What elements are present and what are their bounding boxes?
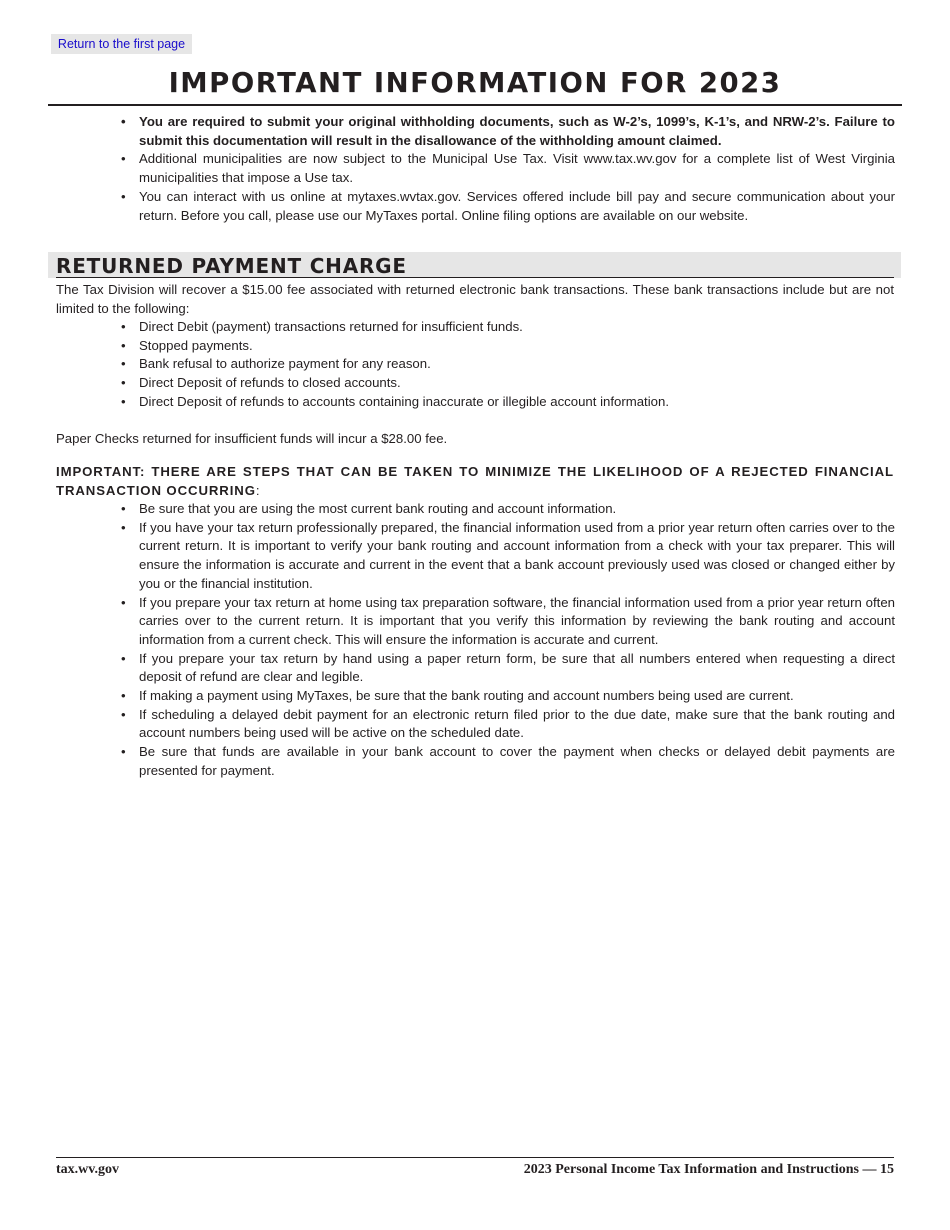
section-divider [56,277,894,278]
list-item: • If scheduling a delayed debit payment for an electronic return filed prior to the due date, make sure that the bank routing and account numbers being used will be active on the scheduled date. [121,706,895,743]
important-info-list [121,113,895,225]
list-item: • If you prepare your tax return at home using tax preparation software, the financial information used from a prior year return often carries over to the current return. It is important that you verify this information by reviewing the bank routing and account information from a current check. This will ensure the information is accurate and current. [121,594,895,650]
list-item: • You are required to submit your original withholding documents, such as W-2’s, 1099’s, K-1’s, and NRW-2’s. Failure to submit this documentation will result in the disallowance of the withholding amount claimed. [121,113,895,150]
list-item: • Be sure that funds are available in your bank account to cover the payment when checks or delayed debit payments are presented for payment. [121,743,895,780]
list-item: • Additional municipalities are now subject to the Municipal Use Tax. Visit www.tax.wv.gov for a complete list of West Virginia municipalities that impose a Use tax. [121,150,895,187]
list-item: • Direct Deposit of refunds to accounts containing inaccurate or illegible account information. [121,393,895,412]
list-item: • If you prepare your tax return by hand using a paper return form, be sure that all numbers entered when requesting a direct deposit of refund are clear and legible. [121,650,895,687]
footer-website: tax.wv.gov [56,1162,119,1177]
paper-checks-note: Paper Checks returned for insufficient funds will incur a $28.00 fee. [56,431,448,446]
list-item: • Direct Debit (payment) transactions returned for insufficient funds. [121,318,895,337]
return-to-first-page-link[interactable]: Return to the first page [51,34,192,54]
important-heading-colon: : [255,482,261,498]
page-title: IMPORTANT INFORMATION FOR 2023 [168,67,782,99]
footer-page-info: 2023 Personal Income Tax Information and Instructions — 15 [523,1162,894,1177]
list-item: • Stopped payments. [121,337,895,356]
list-item: • You can interact with us online at mytaxes.wvtax.gov. Services offered include bill pay and secure communication about your return. Before you call, please use our MyTaxes portal. Online filing options are available on our website. [121,188,895,225]
section-heading: RETURNED PAYMENT CHARGE [56,254,407,278]
important-steps-heading [56,463,894,500]
list-item: • Direct Deposit of refunds to closed accounts. [121,374,895,393]
title-divider [48,104,902,106]
minimize-rejection-steps-list [121,500,895,781]
list-item: • Bank refusal to authorize payment for any reason. [121,355,895,374]
important-heading-text: IMPORTANT: THERE ARE STEPS THAT CAN BE TAKEN TO MINIMIZE THE LIKELIHOOD OF A REJECTED FINANCIAL TRANSACTION OCCURRING [56,464,894,498]
returned-transactions-list [121,318,895,412]
list-item: • Be sure that you are using the most current bank routing and account information. [121,500,895,519]
footer-divider [56,1157,894,1158]
list-item: • If making a payment using MyTaxes, be sure that the bank routing and account numbers being used are current. [121,687,895,706]
list-item: • If you have your tax return professionally prepared, the financial information used from a prior year return often carries over to the current return. It is important to verify your bank routing and account information from a check with your tax preparer. This will ensure the information is accurate and current in the event that a bank account previously used was closed or changed either by you or the financial institution. [121,519,895,594]
returned-payment-intro: The Tax Division will recover a $15.00 fee associated with returned electronic bank transactions. These bank transactions include but are not limited to the following: [56,282,894,316]
